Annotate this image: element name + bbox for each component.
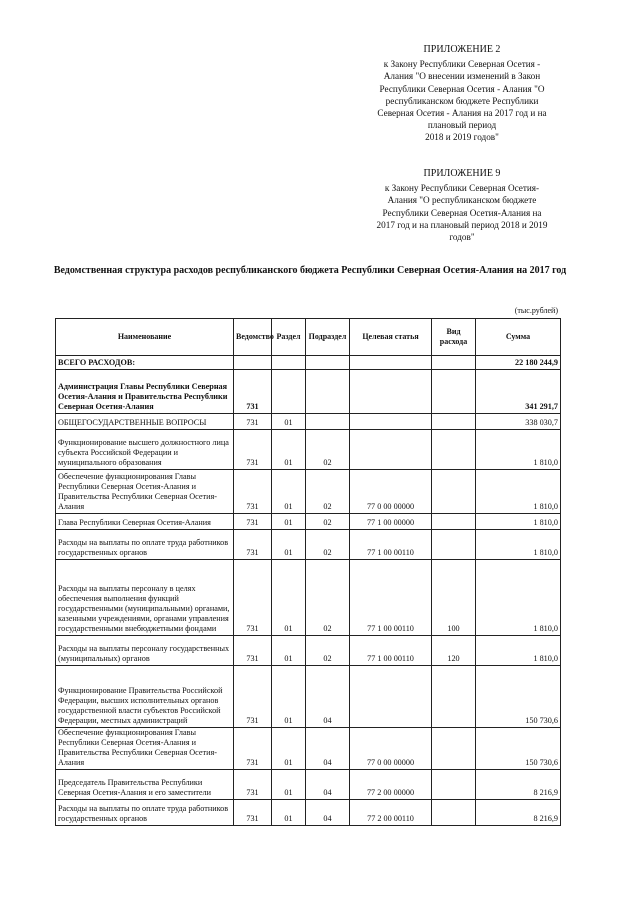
row-section: 01 bbox=[272, 470, 306, 514]
row-name: Функционирование высшего должностного лица субъекта Российской Федерации и муниципального образования bbox=[56, 430, 234, 470]
header-section: Раздел bbox=[272, 319, 306, 356]
appendix-9-line: 2017 год и на плановый период 2018 и 2019 bbox=[376, 219, 548, 230]
row-department: 731 bbox=[234, 636, 272, 666]
row-section bbox=[272, 356, 306, 370]
row-expense-type bbox=[432, 728, 476, 770]
appendix-9-block bbox=[352, 168, 572, 243]
row-subsection: 02 bbox=[306, 514, 350, 530]
row-target-article: 77 2 00 00110 bbox=[350, 800, 432, 826]
row-department: 731 bbox=[234, 666, 272, 728]
row-subsection: 02 bbox=[306, 470, 350, 514]
row-department bbox=[234, 356, 272, 370]
row-target-article: 77 2 00 00000 bbox=[350, 770, 432, 800]
row-subsection: 04 bbox=[306, 728, 350, 770]
row-subsection: 02 bbox=[306, 430, 350, 470]
row-amount: 22 180 244,9 bbox=[476, 356, 561, 370]
table-row bbox=[56, 770, 561, 800]
row-subsection: 04 bbox=[306, 800, 350, 826]
table-row bbox=[56, 514, 561, 530]
table-row bbox=[56, 430, 561, 470]
header-subsection: Подраздел bbox=[306, 319, 350, 356]
row-name: Глава Республики Северная Осетия-Алания bbox=[56, 514, 234, 530]
appendix-9-line: годов" bbox=[449, 232, 475, 243]
row-expense-type: 120 bbox=[432, 636, 476, 666]
row-target-article: 77 0 00 00000 bbox=[350, 728, 432, 770]
row-section: 01 bbox=[272, 666, 306, 728]
row-expense-type bbox=[432, 666, 476, 728]
row-amount: 1 810,0 bbox=[476, 514, 561, 530]
row-amount: 8 216,9 bbox=[476, 800, 561, 826]
header-expense-type: Вид расхода bbox=[432, 319, 476, 356]
row-section: 01 bbox=[272, 414, 306, 430]
row-department: 731 bbox=[234, 430, 272, 470]
header-target-article: Целевая статья bbox=[350, 319, 432, 356]
budget-table bbox=[55, 318, 561, 826]
row-subsection: 02 bbox=[306, 560, 350, 636]
row-department: 731 bbox=[234, 770, 272, 800]
row-department: 731 bbox=[234, 800, 272, 826]
row-name: Председатель Правительства Республики Северная Осетия-Алания и его заместители bbox=[56, 770, 234, 800]
appendix-2-line: к Закону Республики Северная Осетия - bbox=[383, 59, 541, 70]
row-department: 731 bbox=[234, 414, 272, 430]
appendix-9-line: к Закону Республики Северная Осетия- bbox=[384, 183, 540, 194]
units-label: (тыс.рублей) bbox=[514, 306, 558, 315]
row-amount: 8 216,9 bbox=[476, 770, 561, 800]
row-name: ВСЕГО РАСХОДОВ: bbox=[56, 356, 234, 370]
row-department: 731 bbox=[234, 370, 272, 414]
row-amount: 338 030,7 bbox=[476, 414, 561, 430]
row-amount: 341 291,7 bbox=[476, 370, 561, 414]
row-amount: 1 810,0 bbox=[476, 636, 561, 666]
table-row bbox=[56, 356, 561, 370]
row-name: Обеспечение функционирования Главы Республики Северная Осетия-Алания и Правительства Республики Северная Осетия-Алания bbox=[56, 728, 234, 770]
row-name: Функционирование Правительства Российской Федерации, высших исполнительных органов государственной власти субъектов Российской Федерации, местных администраций bbox=[56, 666, 234, 728]
row-department: 731 bbox=[234, 530, 272, 560]
row-subsection: 04 bbox=[306, 770, 350, 800]
row-expense-type bbox=[432, 430, 476, 470]
appendix-9-line: Алания "О республиканском бюджете bbox=[387, 195, 537, 206]
row-expense-type bbox=[432, 356, 476, 370]
row-amount: 1 810,0 bbox=[476, 470, 561, 514]
row-name: Расходы на выплаты персоналу государственных (муниципальных) органов bbox=[56, 636, 234, 666]
appendix-2-line: Северная Осетия - Алания на 2017 год и на bbox=[377, 108, 547, 119]
row-expense-type bbox=[432, 370, 476, 414]
row-target-article: 77 1 00 00110 bbox=[350, 636, 432, 666]
header-name: Наименование bbox=[56, 319, 234, 356]
row-amount: 150 730,6 bbox=[476, 666, 561, 728]
appendix-2-line: 2018 и 2019 годов" bbox=[425, 132, 499, 143]
row-target-article: 77 1 00 00000 bbox=[350, 514, 432, 530]
appendix-2-line: Алания "О внесении изменений в Закон bbox=[383, 71, 541, 82]
row-department: 731 bbox=[234, 560, 272, 636]
row-target-article: 77 1 00 00110 bbox=[350, 560, 432, 636]
row-amount: 1 810,0 bbox=[476, 530, 561, 560]
appendix-9-title: ПРИЛОЖЕНИЕ 9 bbox=[423, 168, 501, 179]
row-expense-type bbox=[432, 514, 476, 530]
table-row bbox=[56, 560, 561, 636]
row-name: Администрация Главы Республики Северная Осетия-Алания и Правительства Республики Северная Осетия-Алания bbox=[56, 370, 234, 414]
row-section: 01 bbox=[272, 530, 306, 560]
row-subsection: 04 bbox=[306, 666, 350, 728]
row-expense-type bbox=[432, 800, 476, 826]
appendix-2-line: Республики Северная Осетия - Алания "О bbox=[379, 83, 545, 94]
appendix-2-title: ПРИЛОЖЕНИЕ 2 bbox=[423, 44, 501, 55]
row-section: 01 bbox=[272, 636, 306, 666]
row-subsection: 02 bbox=[306, 530, 350, 560]
table-row bbox=[56, 530, 561, 560]
row-subsection bbox=[306, 356, 350, 370]
row-department: 731 bbox=[234, 728, 272, 770]
row-name: Расходы на выплаты по оплате труда работников государственных органов bbox=[56, 530, 234, 560]
appendix-2-line: плановый период bbox=[427, 120, 497, 131]
row-subsection bbox=[306, 414, 350, 430]
table-row bbox=[56, 636, 561, 666]
row-expense-type: 100 bbox=[432, 560, 476, 636]
row-section: 01 bbox=[272, 728, 306, 770]
appendix-2-block bbox=[352, 44, 572, 144]
row-department: 731 bbox=[234, 514, 272, 530]
row-amount: 1 810,0 bbox=[476, 430, 561, 470]
appendix-2-line: республиканском бюджете Республики bbox=[385, 95, 539, 106]
row-expense-type bbox=[432, 414, 476, 430]
table-row bbox=[56, 370, 561, 414]
row-expense-type bbox=[432, 470, 476, 514]
row-target-article bbox=[350, 414, 432, 430]
document-title: Ведомственная структура расходов республиканского бюджета Республики Северная Осетия-Алания на 2017 год bbox=[53, 265, 567, 276]
row-target-article bbox=[350, 356, 432, 370]
table-row bbox=[56, 800, 561, 826]
row-expense-type bbox=[432, 770, 476, 800]
row-name: Расходы на выплаты по оплате труда работников государственных органов bbox=[56, 800, 234, 826]
table-row bbox=[56, 728, 561, 770]
row-section: 01 bbox=[272, 514, 306, 530]
row-target-article: 77 0 00 00000 bbox=[350, 470, 432, 514]
row-subsection: 02 bbox=[306, 636, 350, 666]
row-name: ОБЩЕГОСУДАРСТВЕННЫЕ ВОПРОСЫ bbox=[56, 414, 234, 430]
table-row bbox=[56, 470, 561, 514]
row-section bbox=[272, 370, 306, 414]
row-target-article bbox=[350, 430, 432, 470]
row-name: Расходы на выплаты персоналу в целях обеспечения выполнения функций государственными (муниципальными) органами, казенными учреждениями, органами управления государственными внебюджетными фондами bbox=[56, 560, 234, 636]
row-section: 01 bbox=[272, 800, 306, 826]
row-name: Обеспечение функционирования Главы Республики Северная Осетия-Алания и Правительства Республики Северная Осетия-Алания bbox=[56, 470, 234, 514]
header-amount: Сумма bbox=[476, 319, 561, 356]
table-row bbox=[56, 414, 561, 430]
row-section: 01 bbox=[272, 560, 306, 636]
row-subsection bbox=[306, 370, 350, 414]
table-row bbox=[56, 666, 561, 728]
header-department: Ведомство bbox=[234, 319, 272, 356]
row-department: 731 bbox=[234, 470, 272, 514]
row-amount: 150 730,6 bbox=[476, 728, 561, 770]
row-amount: 1 810,0 bbox=[476, 560, 561, 636]
table-header-row bbox=[56, 319, 561, 356]
row-section: 01 bbox=[272, 770, 306, 800]
row-expense-type bbox=[432, 530, 476, 560]
row-target-article: 77 1 00 00110 bbox=[350, 530, 432, 560]
row-target-article bbox=[350, 370, 432, 414]
row-section: 01 bbox=[272, 430, 306, 470]
appendix-9-line: Республики Северная Осетия-Алания на bbox=[382, 207, 542, 218]
row-target-article bbox=[350, 666, 432, 728]
